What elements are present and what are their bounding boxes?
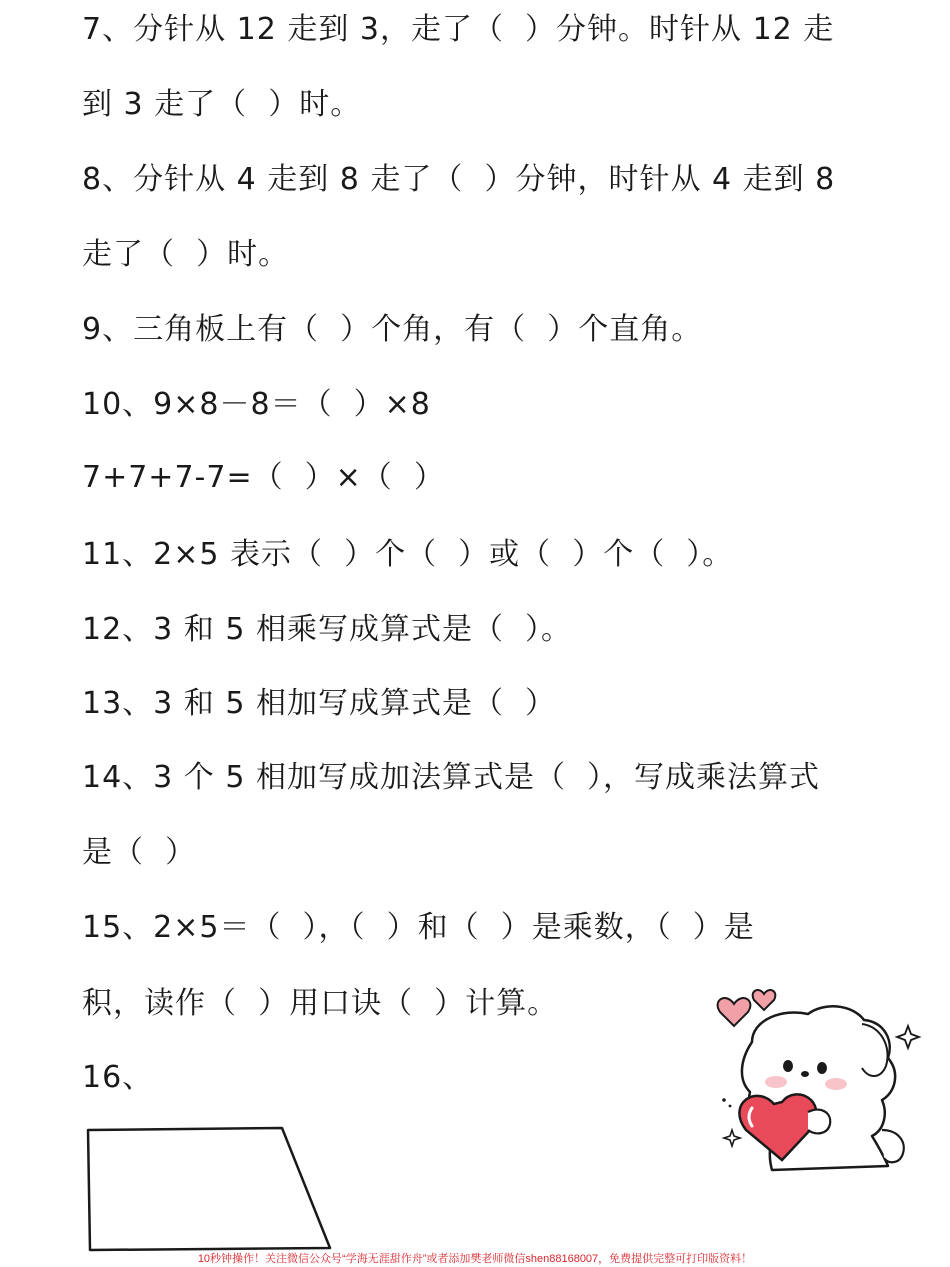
question-13: 13、3 和 5 相加写成算式是（ ）	[82, 686, 557, 721]
trapezoid-figure	[84, 1124, 340, 1254]
question-11: 11、2×5 表示（ ）个（ ）或（ ）个（ ）。	[82, 537, 734, 572]
question-7-line-1: 7、分针从 12 走到 3，走了（ ）分钟。时针从 12 走	[82, 12, 835, 47]
question-10-line-1: 10、9×8－8＝（ ）×8	[82, 387, 431, 422]
footer-promo-text: 10秒钟操作！关注微信公众号“学海无涯甜作舟”或者添加樊老师微信shen88168007，免费提供完整可打印版资料！	[197, 1253, 753, 1265]
question-7-line-2: 到 3 走了（ ）时。	[82, 87, 362, 122]
question-9: 9、三角板上有（ ）个角，有（ ）个直角。	[82, 312, 703, 347]
question-10-line-2: 7+7+7-7=（ ）×（ ）	[82, 460, 445, 495]
question-14-line-1: 14、3 个 5 相加写成加法算式是（ ），写成乘法算式	[82, 760, 821, 795]
question-12: 12、3 和 5 相乘写成算式是（ ）。	[82, 612, 573, 647]
question-14-line-2: 是（ ）	[82, 835, 197, 870]
question-8-line-1: 8、分针从 4 走到 8 走了（ ）分钟，时针从 4 走到 8	[82, 162, 836, 197]
question-15-line-2: 积，读作（ ）用口诀（ ）计算。	[82, 986, 559, 1021]
puppy-holding-heart-sticker	[712, 980, 922, 1180]
question-8-line-2: 走了（ ）时。	[82, 237, 290, 272]
question-16-label: 16、	[82, 1060, 154, 1095]
question-15-line-1: 15、2×5＝（ ），（ ）和（ ）是乘数，（ ）是	[82, 910, 755, 945]
